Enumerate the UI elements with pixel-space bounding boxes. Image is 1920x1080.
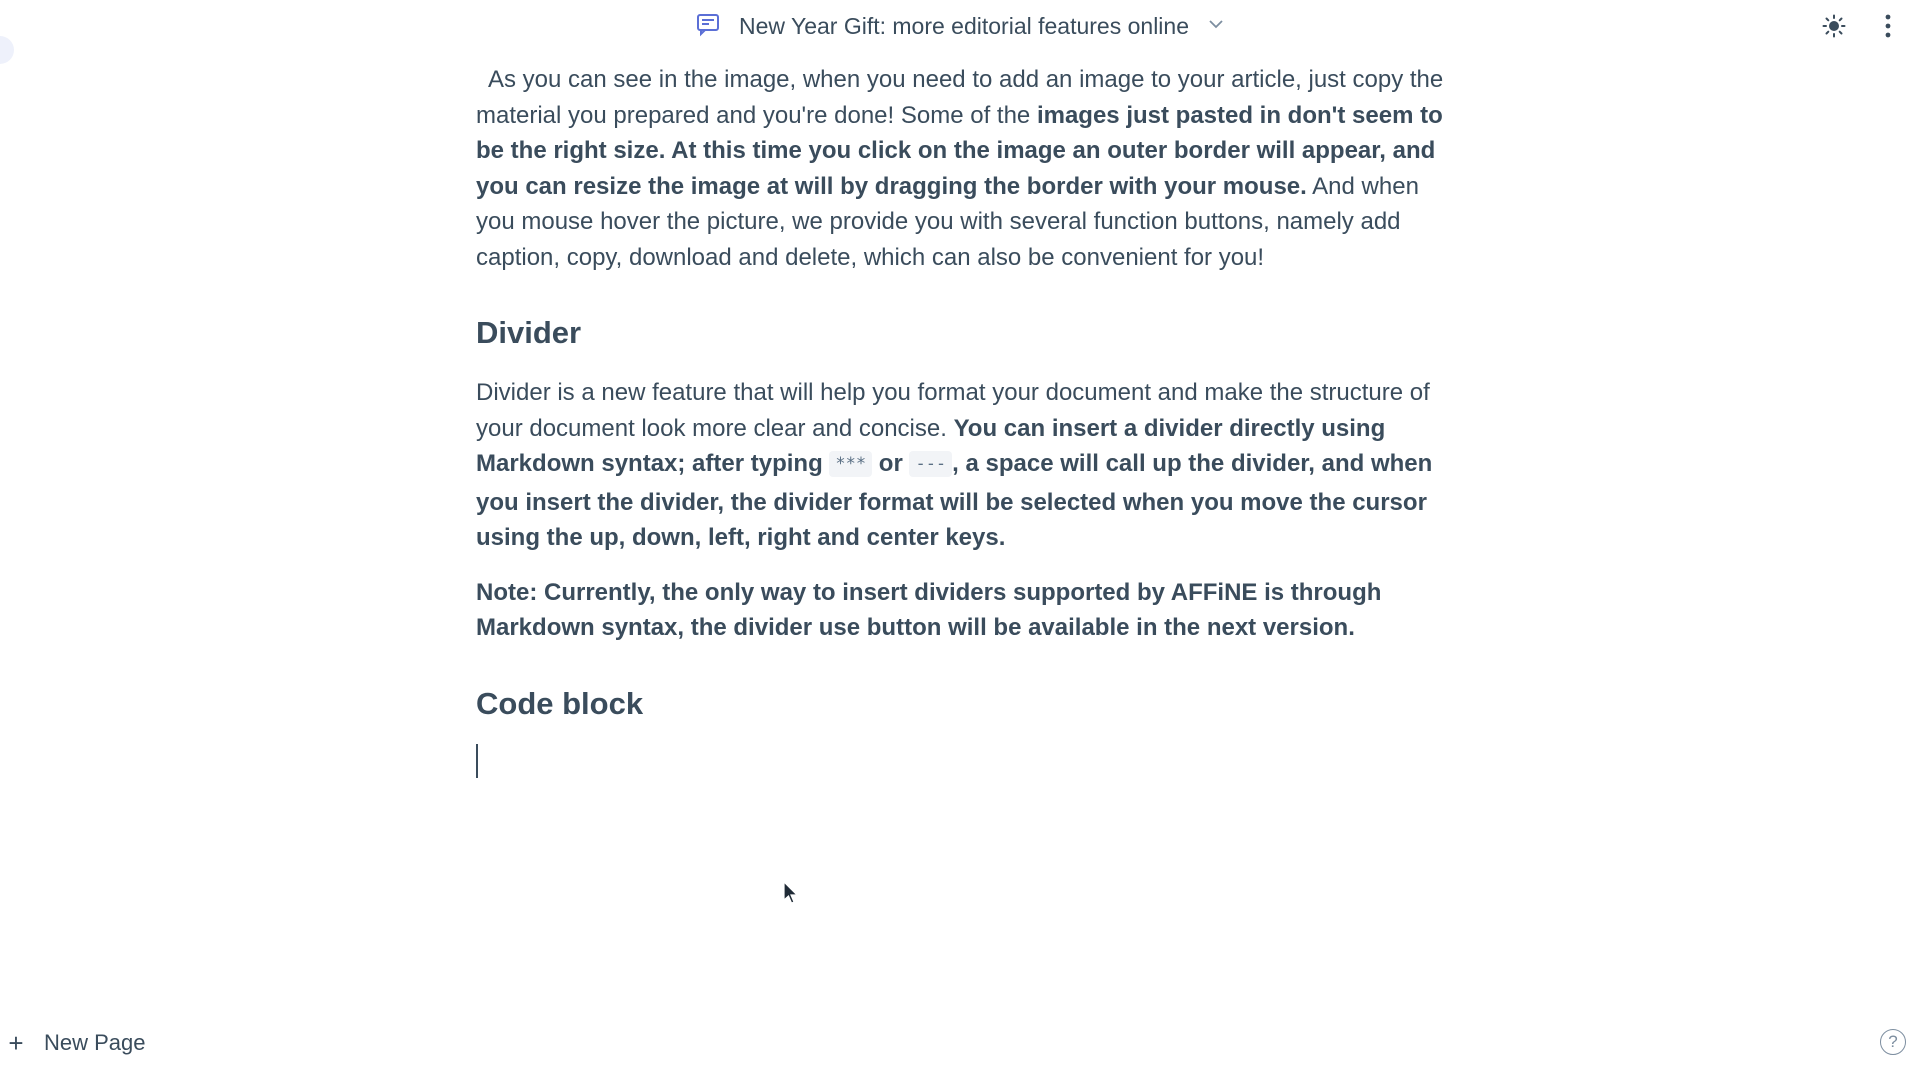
empty-block-with-caret[interactable]	[476, 744, 1456, 780]
bold-text-run: , a space will call up the divider, and when you insert the divider, the divider format will be selected when you move the cursor using the up, down, left, right and center keys.	[476, 450, 1433, 551]
text-caret	[476, 744, 478, 778]
bold-text-run: images just pasted in don't seem to be the right size. At this time you click on the image an outer border will appear, and you can resize the image at will by dragging the border with your mouse.	[476, 101, 1443, 200]
heading-code-block[interactable]: Code block	[476, 685, 644, 721]
more-vertical-icon[interactable]	[1874, 12, 1902, 40]
heading-divider[interactable]: Divider	[476, 315, 582, 350]
header-actions	[1820, 12, 1902, 40]
text-run: Divider is a new feature that will help you format your document and make the structure of your document look more clear and concise.	[476, 379, 1430, 442]
help-icon[interactable]: ?	[1880, 1029, 1906, 1055]
paragraph-divider-info[interactable]	[476, 375, 1456, 556]
document-editor[interactable]	[476, 62, 1456, 780]
sun-icon[interactable]	[1820, 12, 1848, 40]
bold-text-run: or	[872, 450, 910, 477]
paragraph-note[interactable]	[476, 575, 1456, 646]
page-header	[0, 0, 1920, 52]
page-title: New Year Gift: more editorial features online	[738, 12, 1190, 39]
plus-icon: +	[8, 1028, 24, 1058]
doc-icon	[695, 11, 721, 42]
text-run: And when you mouse hover the picture, we provide you with several function buttons, namely add caption, copy, download and delete, which can also be convenient for you!	[476, 172, 1419, 271]
chevron-down-icon[interactable]	[1207, 15, 1225, 38]
bold-text-run: You can insert a divider directly using Markdown syntax; after typing	[476, 414, 1386, 477]
text-run: As you can see in the image, when you need to add an image to your article, just copy the material you prepared and you're done! Some of the	[476, 66, 1444, 129]
bold-text-run: Note: Currently, the only way to insert dividers supported by AFFiNE is through Markdown syntax, the divider use button will be available in the next version.	[476, 578, 1382, 641]
page-title-switcher[interactable]	[695, 11, 1225, 42]
mouse-cursor-icon	[783, 881, 799, 905]
inline-code: ---	[909, 451, 952, 477]
new-page-button[interactable]	[8, 1030, 146, 1056]
inline-code: ***	[829, 451, 872, 477]
paragraph-image-info[interactable]	[476, 62, 1456, 275]
new-page-label: New Page	[44, 1030, 146, 1055]
